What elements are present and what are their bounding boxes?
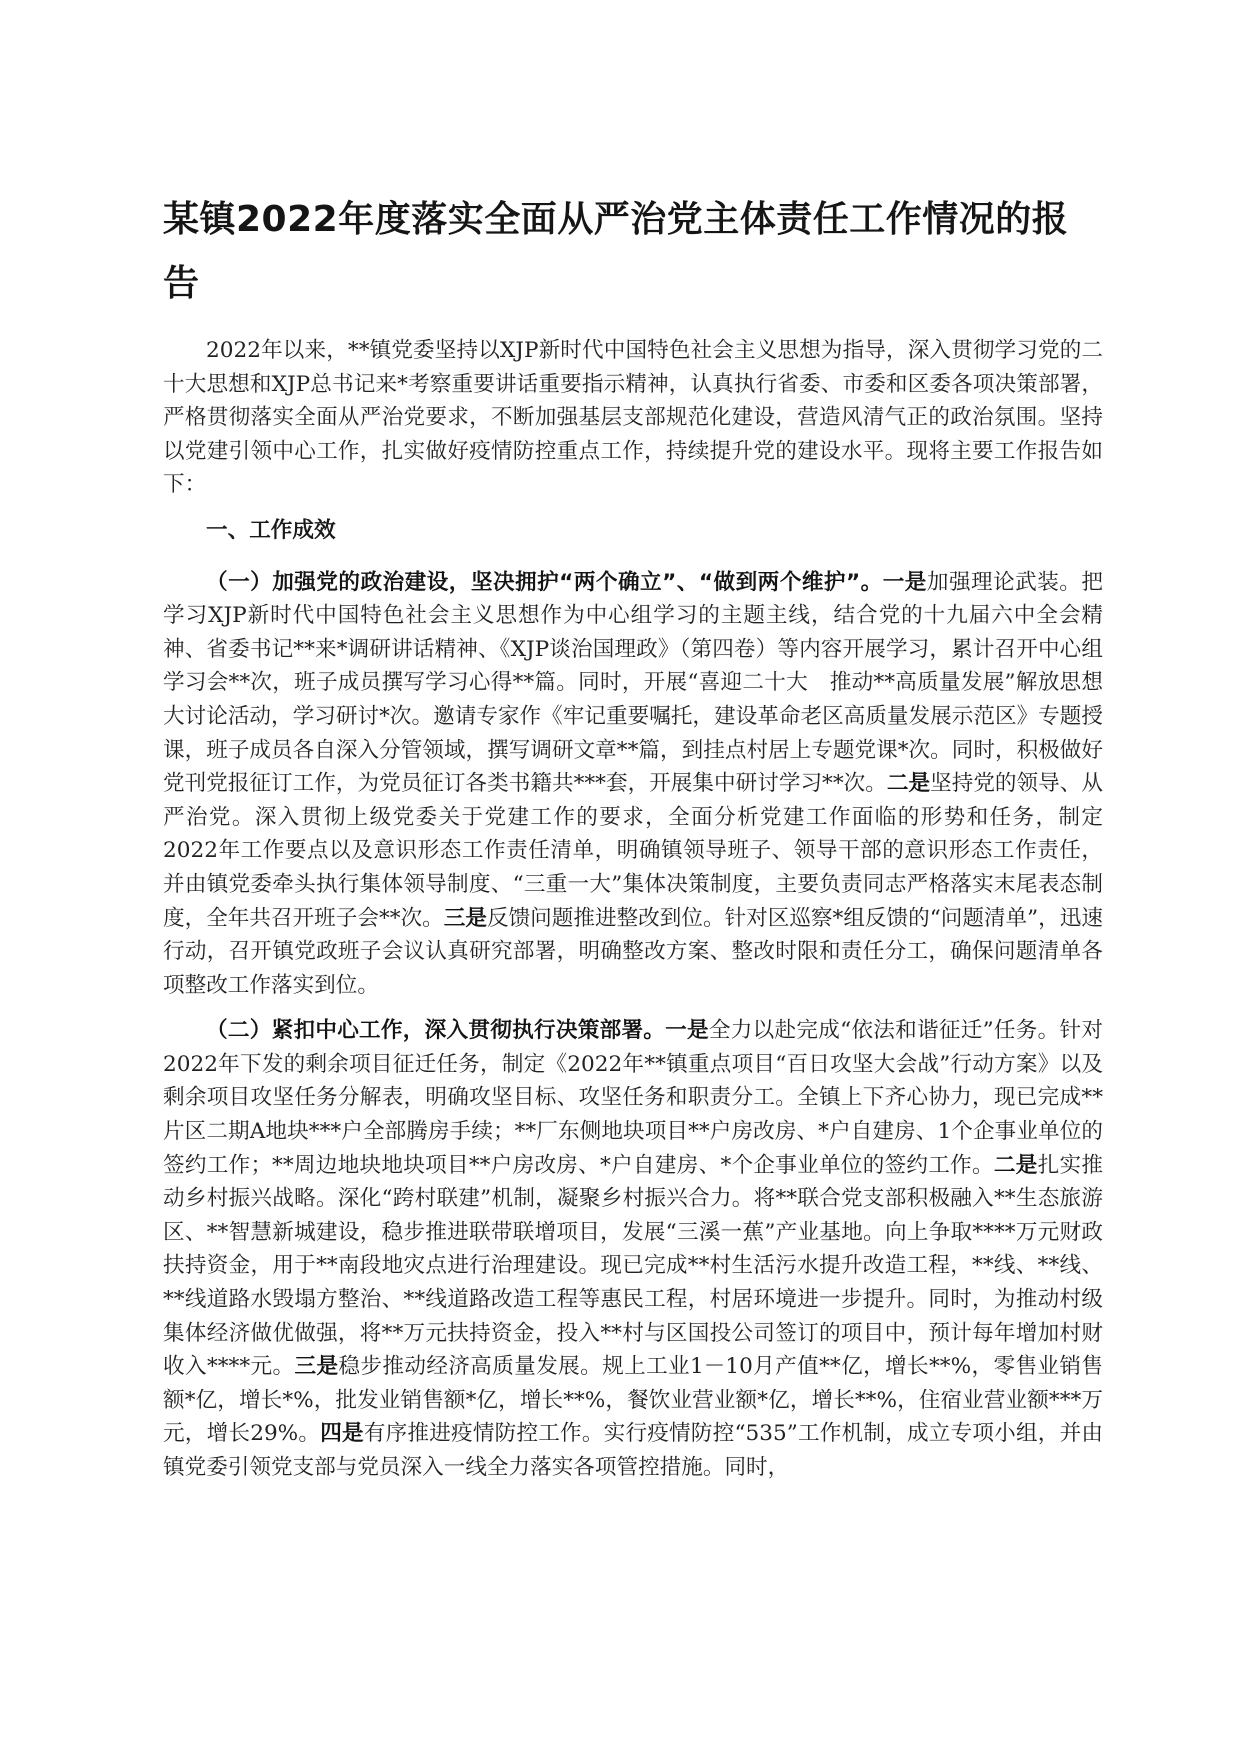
item-marker-fourth: 四是 <box>320 1421 364 1447</box>
paragraph-central-work <box>163 1014 1103 1484</box>
subsection-heading-central-work: （二）紧扣中心工作，深入贯彻执行决策部署。 <box>206 1018 666 1044</box>
document-title: 某镇2022年度落实全面从严治党主体责任工作情况的报告 <box>163 199 1069 304</box>
paragraph-political-construction <box>163 566 1103 1003</box>
section-heading-achievements: 一、工作成效 <box>206 517 336 543</box>
item-marker-first: 一是 <box>665 1018 709 1044</box>
item-marker-third: 三是 <box>294 1354 339 1380</box>
item-text-relocation: 全力以赴完成“依法和谐征迁”任务。针对2022年下发的剩余项目征迁任务，制定《2022年**镇重点项目“百日攻坚大会战”行动方案》以及剩余项目攻坚任务分解表，明确攻坚目标、攻坚任务和职责分工。全镇上下齐心协力，现已完成**片区二期A地块***户全部腾房手续；**厂东侧地块项目**户房改房、*户自建房、1个企事业单位的签约工作；**周边地块地块项目**户房改房、*户自建房、*个企事业单位的签约工作。 <box>163 1018 1103 1178</box>
item-marker-second: 二是 <box>993 1152 1038 1178</box>
item-marker-first: 一是 <box>882 569 927 595</box>
item-marker-second: 二是 <box>886 771 931 797</box>
item-text-epidemic-control: 有序推进疫情防控工作。实行疫情防控“535”工作机制，成立专项小组，并由镇党委引领党支部与党员深入一线全力落实各项管控措施。同时， <box>163 1421 1103 1480</box>
document-body <box>163 188 1103 1497</box>
intro-paragraph: 2022年以来，**镇党委坚持以XJP新时代中国特色社会主义思想为指导，深入贯彻学习党的二十大思想和XJP总书记来*考察重要讲话重要指示精神，认真执行省委、市委和区委各项决策部署，严格贯彻落实全面从严治党要求，不断加强基层支部规范化建设，营造风清气正的政治氛围。坚持以党建引领中心工作，扎实做好疫情防控重点工作，持续提升党的建设水平。现将主要工作报告如下： <box>163 338 1103 498</box>
subsection-heading-political-construction: （一）加强党的政治建设，坚决拥护“两个确立”、“做到两个维护”。 <box>206 569 883 595</box>
item-text-rural-revitalization: 扎实推动乡村振兴战略。深化“跨村联建”机制，凝聚乡村振兴合力。将**联合党支部积极融入**生态旅游区、**智慧新城建设，稳步推进联带联增项目，发展“三溪一蕉”产业基地。向上争取****万元财政扶持资金，用于**南段地灾点进行治理建设。现已完成**村生活污水提升改造工程，**线、**线、**线道路水毁塌方整治、**线道路改造工程等惠民工程，村居环境进一步提升。同时，为推动村级集体经济做优做强，将**万元扶持资金，投入**村与区国投公司签订的项目中，预计每年增加村财收入****元。 <box>163 1152 1103 1380</box>
item-marker-third: 三是 <box>443 905 487 931</box>
item-text-party-leadership: 坚持党的领导、从严治党。深入贯彻上级党委关于党建工作的要求，全面分析党建工作面临的形势和任务，制定2022年工作要点以及意识形态工作责任清单，明确镇领导班子、领导干部的意识形态工作责任，并由镇党委牵头执行集体领导制度、“三重一大”集体决策制度，主要负责同志严格落实末尾表态制度，全年共召开班子会**次。 <box>163 771 1103 931</box>
item-text-economic-development: 稳步推动经济高质量发展。规上工业1－10月产值**亿，增长**%，零售业销售额*亿，增长*%，批发业销售额*亿，增长**%，餐饮业营业额*亿，增长**%，住宿业营业额***万元，增长29%。 <box>163 1354 1103 1447</box>
item-text-theory-study: 加强理论武装。把学习XJP新时代中国特色社会主义思想作为中心组学习的主题主线，结合党的十九届六中全会精神、省委书记**来*调研讲话精神、《XJP谈治国理政》（第四卷）等内容开展学习，累计召开中心组学习会**次，班子成员撰写学习心得**篇。同时，开展“喜迎二十大 推动**高质量发展”解放思想大讨论活动，学习研讨*次。邀请专家作《牢记重要嘱托，建设革命老区高质量发展示范区》专题授课，班子成员各自深入分管领域，撰写调研文章**篇，到挂点村居上专题党课*次。同时，积极做好党刊党报征订工作，为党员征订各类书籍共***套，开展集中研讨学习**次。 <box>163 569 1103 797</box>
item-text-rectification: 反馈问题推进整改到位。针对区巡察*组反馈的“问题清单”，迅速行动，召开镇党政班子会议认真研究部署，明确整改方案、整改时限和责任分工，确保问题清单各项整改工作落实到位。 <box>163 905 1103 998</box>
